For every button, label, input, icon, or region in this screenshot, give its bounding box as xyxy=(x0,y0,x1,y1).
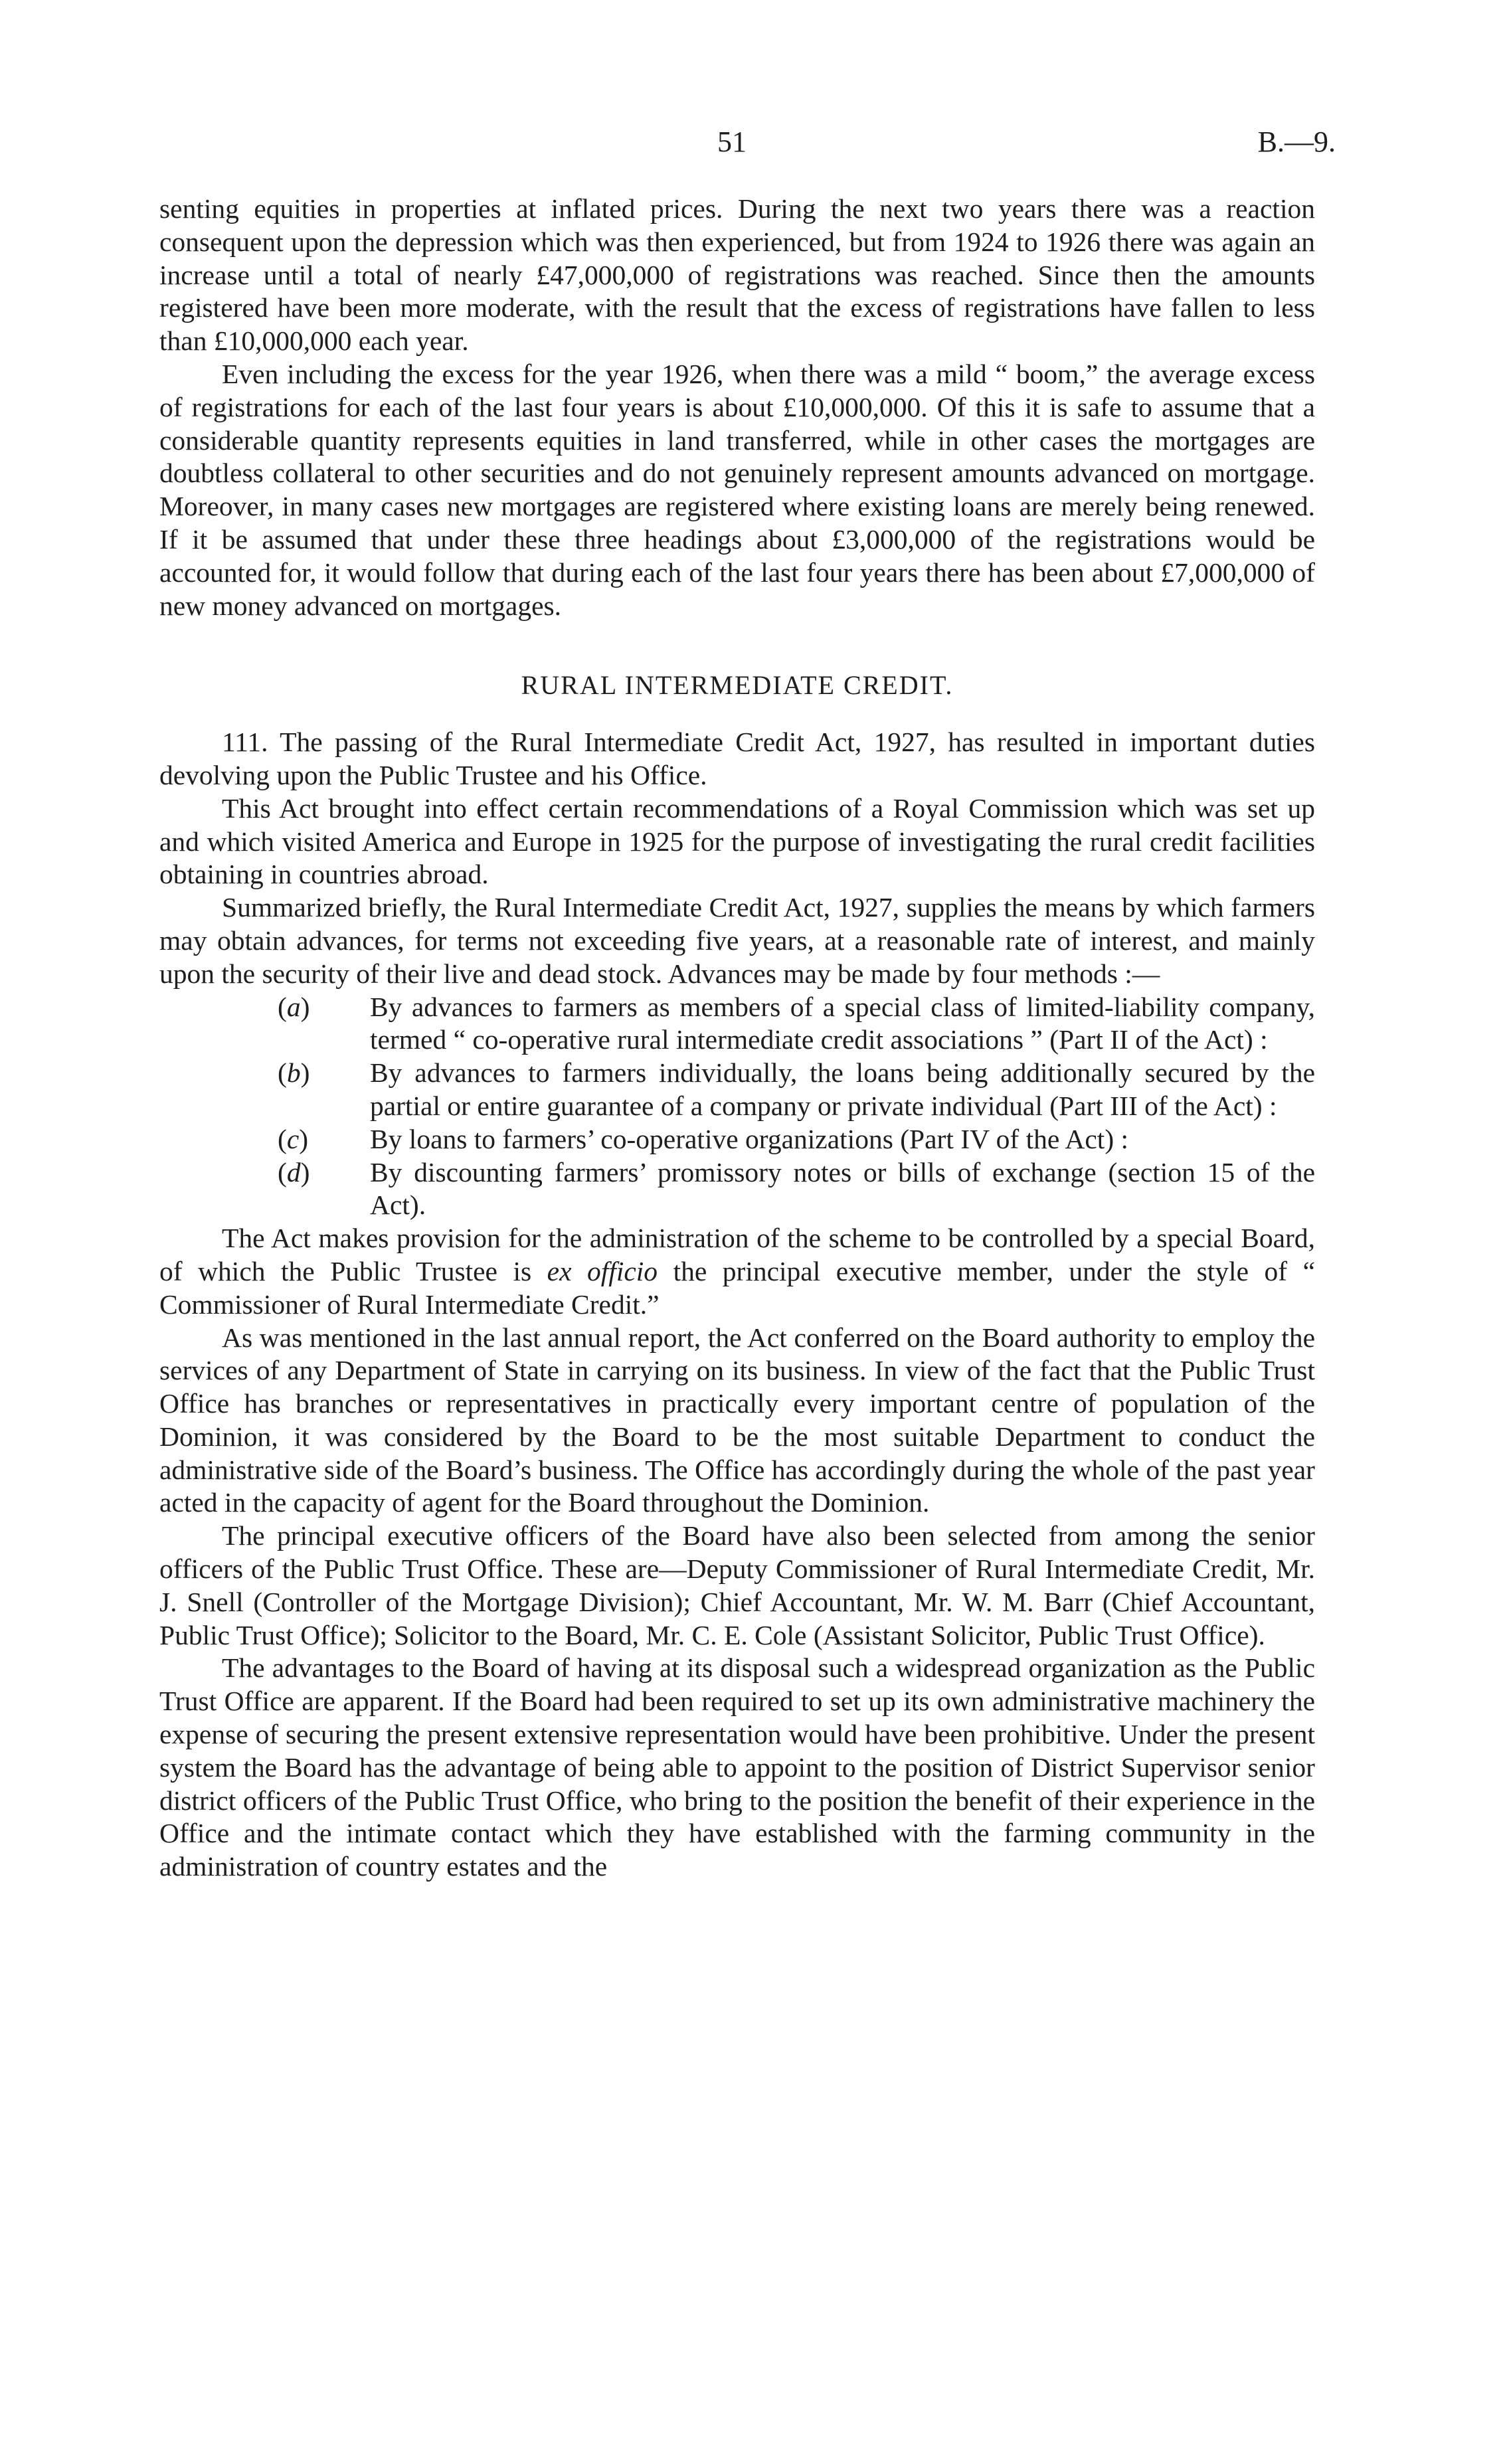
paragraph-advantages: The advantages to the Board of having at its disposal such a widespread organization as the Public Trust Office are apparent. If the Board had been required to set up its own administrative machinery the expense of securing the present extensive representation would have been prohibitive. Under the present system the Board has the advantage of being able to appoint to the position of District Supervisor senior district officers of the Public Trust Office, who bring to the position the benefit of their experience in the Office and the intimate contact which they have established with the farming community in the administration of country estates and the xyxy=(159,1652,1315,1882)
method-marker: (d) xyxy=(278,1156,310,1188)
method-text: By discounting farmers’ promissory notes or bills of exchange (section 15 of the Act). xyxy=(370,1156,1315,1221)
page-number: 51 xyxy=(717,126,747,158)
paragraph-111: 111. The passing of the Rural Intermediate Credit Act, 1927, has resulted in important duties devolving upon the Public Trustee and his Office. xyxy=(159,727,1315,790)
paragraph-executive-officers: The principal executive officers of the Board have also been selected from among the senior officers of the Public Trust Office. These are—Deputy Commissioner of Rural Intermediate Credit, Mr. J. Snell (Controller of the Mortgage Division); Chief Accountant, Mr. W. M. Barr (Chief Accountant, Public Trust Office); Solicitor to the Board, Mr. C. E. Cole (Assistant Solicitor, Public Trust Office). xyxy=(159,1520,1315,1650)
paragraph-registrations-excess: Even including the excess for the year 1926, when there was a mild “ boom,” the average excess of registrations for each of the last four years is about £10,000,000. Of this it is safe to assume that a considerable quantity represents equities in land transferred, while in other cases the mortgages are doubtless collateral to other securities and do not genuinely represent amounts advanced on mortgage. Moreover, in many cases new mortgages are registered where existing loans are merely being renewed. If it be assumed that under these three headings about £3,000,000 of the registrations would be accounted for, it would follow that during each of the last four years there has been about £7,000,000 of new money advanced on mortgages. xyxy=(159,358,1315,621)
method-marker: (a) xyxy=(278,991,310,1022)
ex-officio-term: ex officio xyxy=(547,1255,658,1286)
method-list-item xyxy=(159,1057,1315,1123)
paragraph-board-authority: As was mentioned in the last annual report, the Act conferred on the Board authority to employ the services of any Department of State in carrying on its business. In view of the fact that the Public Trust Office has branches or representatives in practically every important centre of population of the Dominion, it was considered by the Board to be the most suitable Department to conduct the administrative side of the Board’s business. The Office has accordingly during the whole of the past year acted in the capacity of agent for the Board throughout the Dominion. xyxy=(159,1322,1315,1518)
method-text: By loans to farmers’ co-operative organizations (Part IV of the Act) : xyxy=(370,1123,1129,1154)
method-list-item xyxy=(159,1156,1315,1223)
method-marker: (c) xyxy=(278,1123,309,1154)
body-text xyxy=(159,193,1315,1884)
paragraph-royal-commission: This Act brought into effect certain recommendations of a Royal Commission which was set up and which visited America and Europe in 1925 for the purpose of investigating the rural credit facilities obtaining in countries abroad. xyxy=(159,792,1315,890)
paragraph-intro-continuation: senting equities in properties at inflated prices. During the next two years there was a reaction consequent upon the depression which was then experienced, but from 1924 to 1926 there was again an increase until a total of nearly £47,000,000 of registrations was reached. Since then the amounts registered have been more moderate, with the result that the excess of registrations have fallen to less than £10,000,000 each year. xyxy=(159,193,1315,357)
method-list-item xyxy=(159,991,1315,1057)
document-reference: B.—9. xyxy=(1257,126,1336,158)
paragraph-summarized: Summarized briefly, the Rural Intermediate Credit Act, 1927, supplies the means by which farmers may obtain advances, for terms not exceeding five years, at a reasonable rate of interest, and mainly upon the security of their live and dead stock. Advances may be made by four methods :— xyxy=(159,892,1315,989)
section-heading: RURAL INTERMEDIATE CREDIT. xyxy=(521,670,954,701)
paragraph-special-board: The Act makes provision for the administration of the scheme to be controlled by a special Board, of which the Public Trustee is ex officio the principal executive member, under the style of “ Commissioner of Rural Intermediate Credit.” xyxy=(159,1223,1315,1320)
method-list-item xyxy=(159,1123,1315,1156)
method-text: By advances to farmers individually, the loans being additionally secured by the partial or entire guarantee of a company or private individual (Part III of the Act) : xyxy=(370,1057,1315,1121)
method-marker: (b) xyxy=(278,1057,310,1089)
method-text: By advances to farmers as members of a special class of limited-liability company, termed “ co-operative rural intermediate credit associations ” (Part II of the Act) : xyxy=(370,991,1315,1055)
